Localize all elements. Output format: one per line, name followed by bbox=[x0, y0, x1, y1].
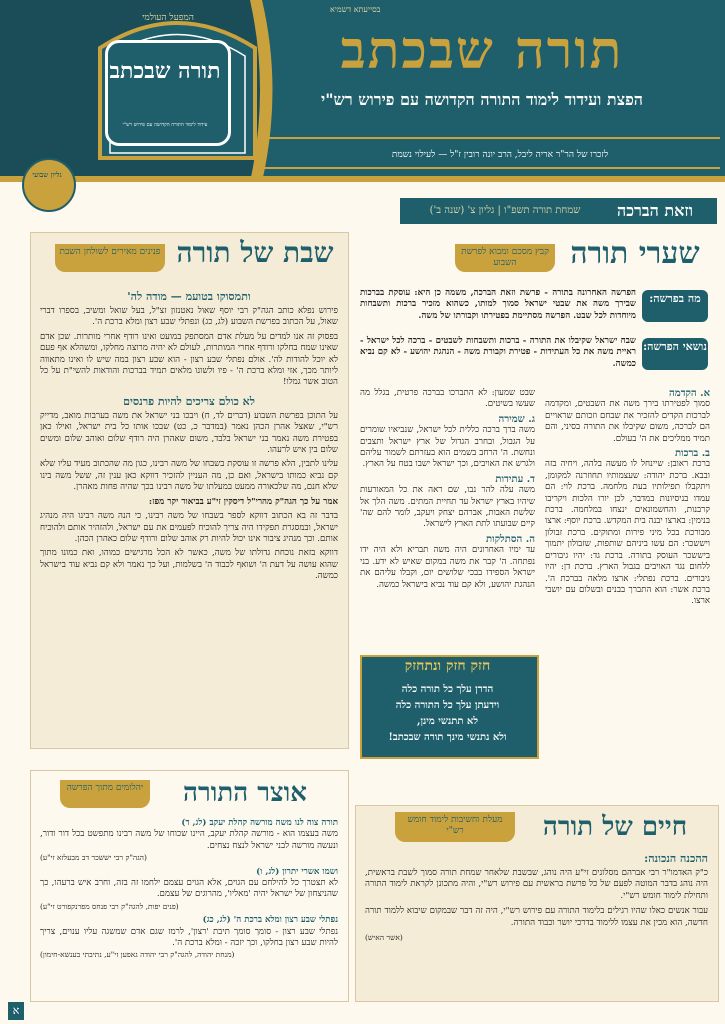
logo-arc-text: המפעל העולמי bbox=[142, 13, 194, 23]
shaarei-text-3: שבט שמעון: לא התברכו בברכה פרטית, בגלל מה שעשו בשיטים. bbox=[360, 388, 535, 410]
haim-torah-title: חיים של תורה bbox=[542, 812, 688, 842]
shabbat-p2: בפסוק זה אנו למדים על מעלת אדם המסתפק במועט ואינו רודף אחרי מותרות. שכן אדם שאינו שמח בחלקו ורודף אחרי המותרות, לעולם לא יהיה מרוצה מחלקו, ומשהלא אף פעם לא יוכל להודות לה'. אולם נפתלי שבע רצון - הוא שבע רצון במה שיש לו ואינו מתאווה ליותר מכך, אזי ומלא ברכת ה' - פיו ולשונו מלאים תמיד בברכות והודאות להשי"ת על כל הטוב אשר גמלו! bbox=[40, 331, 338, 388]
hazak-line-2: וידעתן עלך כל התורה כלה bbox=[395, 700, 500, 711]
masthead-title: תורה שבכתב bbox=[340, 20, 624, 81]
page-number: א bbox=[8, 1002, 24, 1020]
shabbat-p4: עלינו לתבין, הלא פרשה זו עוסקת בשבחו של משה רבינו, כגון מה שהכתוב מעיד עליו שלא קם נביא כמותו בישראל, ואם כן, מה העניין להזכיר דווקא כאן ענין זה, ששל משה בינו שלא חנם, מה שלכאורה ממעט במעלתו של משה רבינו בכך שהיה פחות מאהרן. bbox=[40, 459, 338, 493]
shaarei-intro-2: שבח ישראל שקיבלו את התורה - ברכות ותשבחות לשבטים - ברכה לכל ישראל - ראיית משה את כל העתידות - פטירת וקבורת משה - הנהגת יהושע - לא קם נביא כמשה. bbox=[360, 336, 636, 369]
hazak-title: חזק חזק ונתחזק bbox=[404, 658, 491, 674]
otzar-source-3: (מנחת יהודה, להגה"ק רבי יהודה גאפען זי"ע, נתיבתי בענשא-חימון) bbox=[40, 950, 235, 960]
seal-text: גליון שבועי bbox=[32, 170, 62, 179]
haim-p1: כ"ק האדמו"ר רבי אברהם מסלונים זי"ע היה נוהג, שבשבת שלאחר שמחת תורה סמוך לשבת בראשית, היה נוהג בדבר המוטה לפעם של כל פרשת בראשית עם פירוש רש"י, והיה מתכונן לקראת לימוד התורה ותחילת לימוד חומש רש"י. bbox=[365, 868, 708, 901]
hazak-line-3: לא תתנשי מינן, bbox=[416, 716, 479, 727]
shabbat-p7: דווקא בזאת נוכחת גדולתו של משה, כאשר לא הכל מרגישים כמוהו, ואת כמונו מתוך שהוא עושה על דעת ה' ושואף לכבוד ה' בשלמות, ועל כך נאמר ולא קם נביא עוד בישראל כמשה. bbox=[40, 548, 338, 582]
parsha-info: שמחת תורה תשפ"ו | גליון צ' (שנה ב') bbox=[429, 205, 581, 216]
otzar-source-1: (הגה"ק רבי יששכר דב מבעלזא זי"ע) bbox=[40, 853, 147, 863]
otzar-head-3: נפתלי שבע רצון ומלא ברכת ה' (לג, כג) bbox=[202, 915, 338, 926]
shaarei-head-1: א. הקדמה bbox=[669, 388, 710, 399]
shabbat-p1: פירוש נפלא כותב הגה"ק רבי יוסף שאול נאטנזון זצ"ל, בעל שואל ומשיב, בספרו דברי שאול, על הכתוב בפרשת השבוע (לג, כג) ונפתלי שבע רצון ומלא ברכת ה'. bbox=[40, 306, 338, 328]
shabbat-p5: אמר על כך הגה"ק מהרי"ל דיסקין זי"ע בביאור יקר מפז: bbox=[148, 496, 338, 507]
shaarei-tagline: קבץ מסכם ומבוא לפרשת השבוע bbox=[461, 247, 549, 268]
shabbat-sub-2: לא כולם צריכים להיות פרנסים bbox=[123, 394, 255, 408]
haim-p2: עבור אנשים כאלו שהיו רגילים בלימוד התורה עם פירוש רש"י, היה זה דבר שבמקום שיבוא ללמוד תורה חדשה, הוא מכין את עצמו ללימוד בדרכי יושר וכבוד התורה. bbox=[365, 906, 708, 928]
label-ma-baparsha: מה בפרשה: bbox=[642, 290, 708, 322]
shaarei-head-5: ד. עתידות bbox=[495, 473, 535, 485]
masthead-subtitle: הפצת ועידוד לימוד התורה הקדושה עם פירוש רש"י bbox=[321, 90, 643, 109]
shaarei-text-6: עד ימיו האחרונים היה משה תבריא ולא היה ידו נפתחה. ה' קבר את משה במקום שאיש לא ידע. בני ישראל הספידו בבכי שלושים יום, וקבלו עליהם את הנהגת יהושע, ולא קם עוד נביא בישראל כמשה. bbox=[360, 545, 535, 590]
shaarei-col-left bbox=[360, 388, 535, 591]
otzar-torah-body bbox=[40, 818, 338, 961]
otzar-tagline: יהלומים מתוך הפרשה bbox=[66, 783, 144, 793]
shaarei-text-5: משה עלה להר נבו, שם ראה את כל המאורעות שיהיו בארץ ישראל עד תחיית המתים. משה הלך אל שלשת האבות, אברהם יצחק ויעקב, לומר להם שה' קיים שבועתו לתת הארץ לישראל. bbox=[360, 485, 535, 530]
shabbat-p3: על התוכן בפרשת השבוע (דברים לד, ח) ויבכו בני ישראל את משה בערבות מואב, מדייק רש"י, שאצל אהרן הכהן נאמר (במדבר כ, כט) שבכו אותו כל בית ישראל, ואילו כאן בפטירת משה נאמר בני ישראל בלבד, משום שאהרן היה רודף שלום ואוהב שלום ומשים שלום בין איש לרעהו. bbox=[40, 410, 338, 456]
otzar-head-1: תורה צוה לנו משה מורשה קהלת יעקב (לג, ד) bbox=[181, 818, 338, 828]
logo-frame bbox=[105, 40, 231, 146]
seal-icon bbox=[22, 158, 76, 212]
shaarei-head-6: ה. הסתלקות bbox=[486, 533, 535, 545]
top-line: בסייעתא דשמיא bbox=[330, 5, 381, 14]
haim-torah-body bbox=[365, 852, 708, 943]
otzar-head-2: ושמו אשרי יתרון (לג, ו) bbox=[256, 866, 338, 877]
haim-source: (אשר האיש) bbox=[365, 933, 403, 943]
otzar-text-1: משה בעצמו הוא - מורשה קהלת יעקב, היינו שכוחו של משה רבינו מתפשט בכל דור ודור, ונעשה מורשה לבני ישראל לנצח נצחים. bbox=[40, 829, 338, 851]
parsha-name: וזאת הברכה bbox=[617, 201, 693, 220]
haim-sub: ההכנה הנכונה: bbox=[644, 852, 708, 865]
shabbat-torah-body bbox=[40, 290, 338, 583]
otzar-torah-title: אוצר התורה bbox=[183, 778, 307, 808]
shaarei-intro-1: הפרשה האחרונה בתורה - פרשת וזאת הברכה, משמה כן היא: עוסקת בברכות שבירך משה את שבטי ישראל סמוך למותו, כשהוא מזכיר ברכות ותשבחות מיוחדות לכל שבט. הפרשה מסתיימת בפטירתו וקבורתו של משה. bbox=[360, 288, 636, 321]
shabbat-sub-1: ותמסוקו בטועמ — מודה לה' bbox=[127, 290, 251, 303]
otzar-text-3: נפתלי שבע רצון - סומך סומך תיבת 'רצון', לרמז שגם אדם שמשגה עליו ענוים, צריך להיות שבע רצון בחלקו, וכך יזכה - ומלא ברכת ה'. bbox=[40, 926, 338, 949]
shaarei-head-4: ג. שמירה bbox=[498, 413, 535, 425]
shaarei-torah-title: שערי תורה bbox=[570, 236, 700, 271]
hazak-line-1: הדרן עלך כל תורה כלה bbox=[401, 684, 494, 695]
dedication-line: לזכרו של הר"ר אריה ליבל, הרב יונה רובין ז"ל — לעילוי נשמת bbox=[391, 150, 609, 160]
shaarei-text-1: סמוך לפטירתו בירך משה את השבטים, ומקדמה לברכות הקדים להזכיר את שבחם וזכותם שראויים הם לברכה, משום שקיבלו את התורה בסיני, והם תמיד ממליכים את ה' בעולם. bbox=[545, 399, 710, 444]
shaarei-text-4: משה ברך ברכה כללית לכל ישראל, שנביאיו שומרים על הגבול, ובחרב הגדול של ארץ ישראל ותצבים ונחשת. ה' הרחב בשמים הוא בעזרתם לשמור עליהם ולגרש את האויבים, וכך ישראל ישבו בטח על הארץ. bbox=[360, 425, 535, 470]
hazak-lines bbox=[362, 682, 533, 746]
shaarei-text-2: ברכת ראובן: שיינחל לו מעשה בלהה, ויחיה בזה ובבא. ברכת יהודה: שעצמותיו תחוזרנה למקומן, ויתקבלו תפילותיו בעת מלחמה. ברכת לוי: הם עמדו בניסיונות במדבר, לכן יורו הלכות ויקריבו קרבנות, והחשמונאים ינצחו במלחמה. ברכת בנימין: בארצו יבנה בית המקדש. ברכת יוסף: ארצו מבורכת בכל מיני פירות ומתוקים. ברכת זבולון ויששכר: הם עשו ביניהם שותפות, שזבולון יתמוך ביששכר העוסק בתורה. ברכת גד: יהיו גיבורים ללחום נגד האויבים בגבול הארץ. ברכת דן: יהיו גיבורים. ברכת נפתלי: ארצו מלאה בברכת ה'. ברכת אשר: הוא התברך בבנים ובשלום עם יושבי ארצו. bbox=[545, 459, 710, 607]
logo-caption: עידוד לימוד התורה הקדושה עם פירוש רש"י bbox=[122, 122, 208, 128]
label-nosei-haparsha: נושאי הפרשה: bbox=[642, 338, 708, 370]
shabbat-tagline: פנינים מאירים לשולחן השבת bbox=[59, 247, 161, 257]
otzar-text-2: לא תצטרך כל להילחם עם הגוים, אלא הגוים עצמם ילחמו זה בזה, וחרב איש ברעהו, כך שהניצחון של ישראל יהיה 'מאליו', מהרוגים של עצמם. bbox=[40, 878, 338, 900]
hazak-line-4: ולא נתנשי מינך תורה שבכתב! bbox=[388, 732, 507, 743]
shaarei-head-2: ב. ברכות bbox=[674, 448, 710, 460]
shabbat-p6: בדבר זה בא הכתוב דווקא לספר בשבחו של משה רבינו, כי הנה משה רבינו היה מנהיג ישראל, ובמסגרת תפקידו היה צריך להוכיח לפעמים את עם ישראל, ולהזהיר אותם ולהוכיח אותם. וכך מנהיג ציבור אינו יכול להיות רק אוהב שלום ורודף שלום כאהרן הכהן. bbox=[40, 511, 338, 544]
logo-title: תורה שבכתב bbox=[109, 58, 221, 84]
shabbat-torah-title: שבת של תורה bbox=[176, 236, 334, 269]
haim-tagline: מעלת וחשיבות לימוד חומש רש"י bbox=[407, 815, 503, 836]
otzar-source-2: (פנים יפות, להגה"ק רבי פנחס מפרנקפורט זי"ע) bbox=[40, 901, 179, 911]
shaarei-col-right bbox=[545, 388, 710, 608]
